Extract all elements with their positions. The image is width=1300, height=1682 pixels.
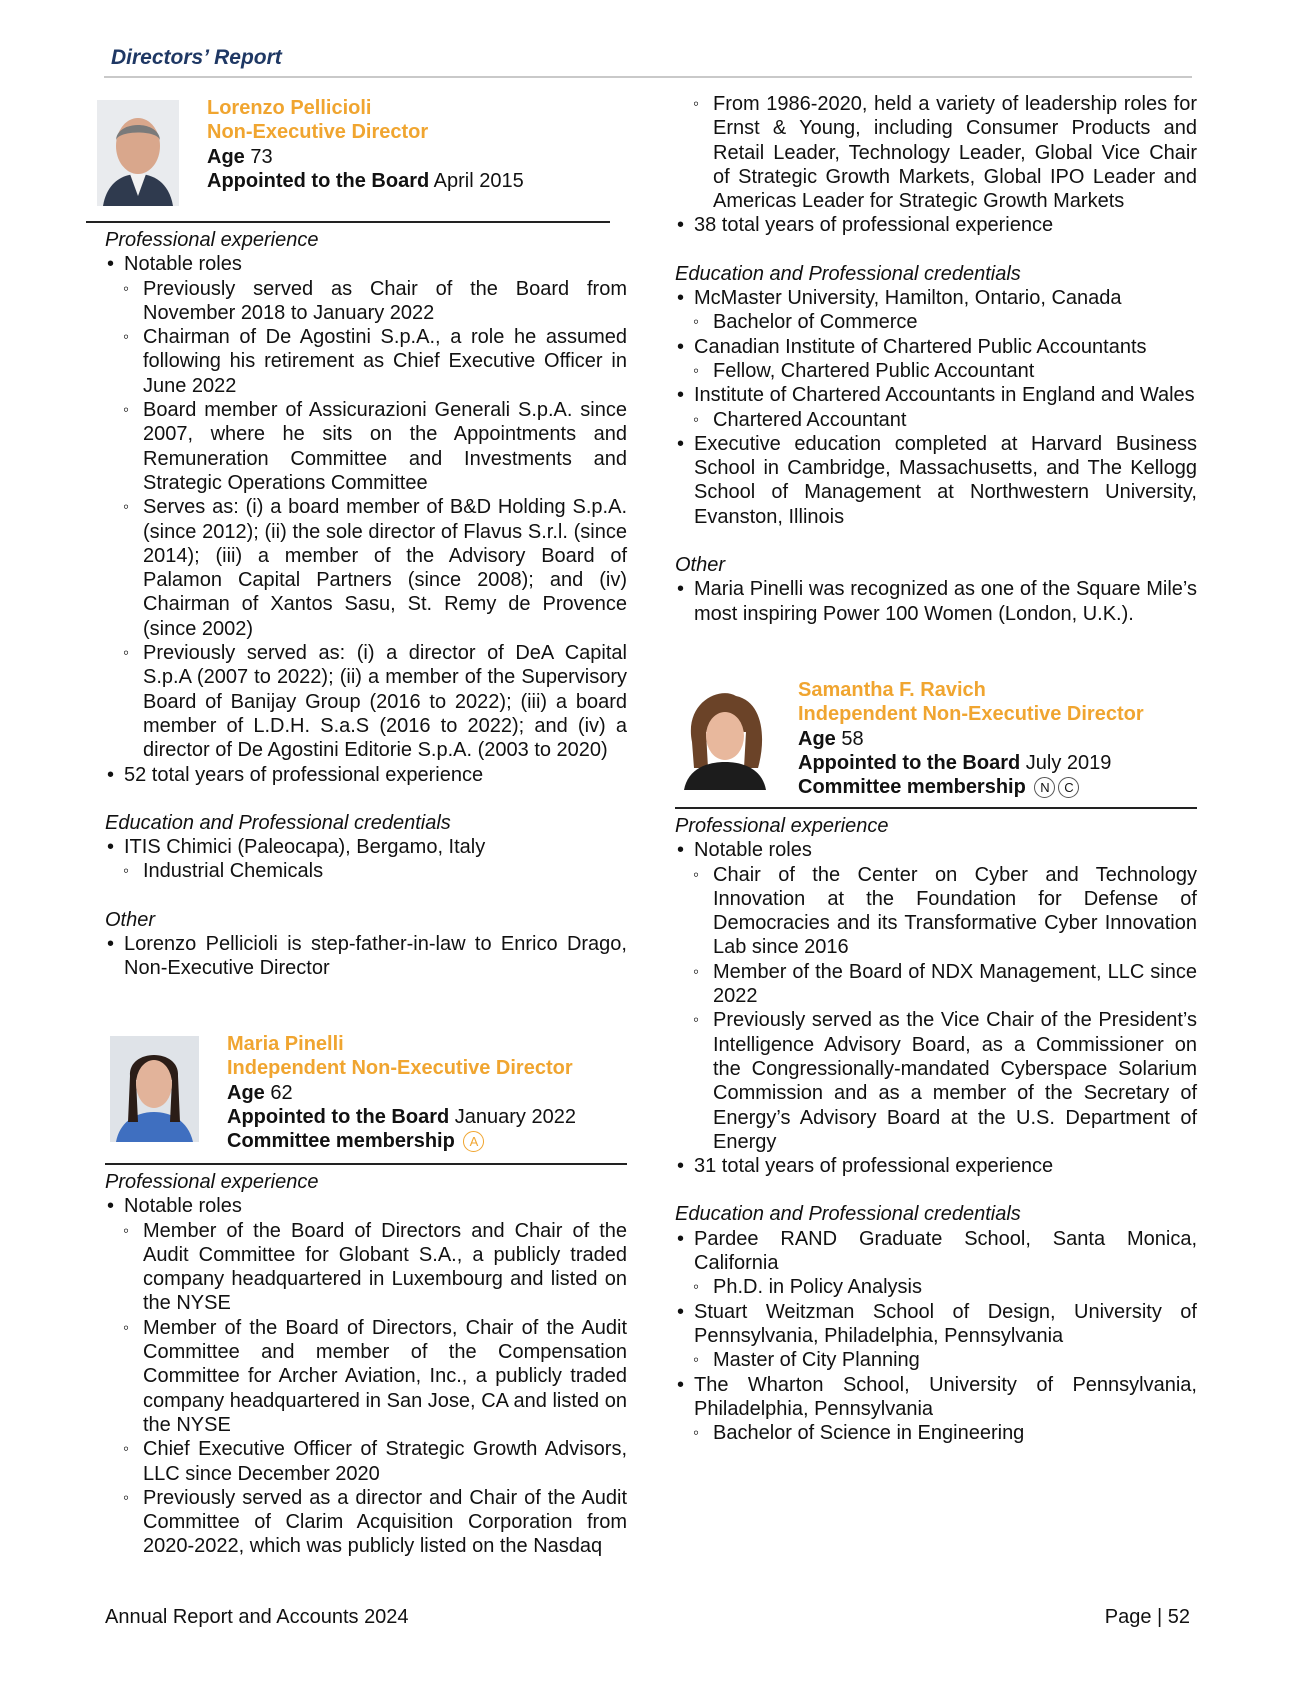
director-role: Non-Executive Director bbox=[207, 121, 429, 144]
list-item: • Notable roles bbox=[105, 1194, 627, 1218]
list-item: ◦ Previously served as Chair of the Board from November 2018 to January 2022 bbox=[105, 277, 627, 326]
list-item: • Executive education completed at Harvard Business School in Cambridge, Massachusetts, and The Kellogg School of Management at Northwestern University, Evanston, Illinois bbox=[675, 432, 1197, 529]
list-item: • Stuart Weitzman School of Design, University of Pennsylvania, Philadelphia, Pennsylvania bbox=[675, 1300, 1197, 1349]
section-heading: Professional experience bbox=[675, 815, 889, 837]
list-item: ◦ Chartered Accountant bbox=[675, 408, 1197, 432]
list-item: • Canadian Institute of Chartered Public Accountants bbox=[675, 335, 1197, 359]
committee-badge-audit: A bbox=[463, 1131, 484, 1152]
photo-ravich bbox=[680, 682, 770, 790]
pinelli-details-continued bbox=[675, 92, 1197, 626]
list-item: • Notable roles bbox=[105, 252, 627, 276]
director-role: Independent Non-Executive Director bbox=[798, 703, 1144, 726]
section-heading: Education and Professional credentials bbox=[105, 811, 451, 834]
list-item: • Notable roles bbox=[675, 838, 1197, 862]
committee-badge-compensation: C bbox=[1058, 777, 1079, 798]
list-item: ◦ Previously served as the Vice Chair of the President’s Intelligence Advisory Board, as a Commissioner on the Congressionally-mandated Cyberspace Solarium Commission and as a member of the Secretary of Energy’s Advisory Board at the U.S. Department of Energy bbox=[675, 1008, 1197, 1154]
appointed-line: Appointed to the Board July 2019 bbox=[798, 751, 1112, 774]
list-item: ◦ Bachelor of Commerce bbox=[675, 310, 1197, 334]
list-item: • Institute of Chartered Accountants in England and Wales bbox=[675, 383, 1197, 407]
list-item: ◦ Chief Executive Officer of Strategic Growth Advisors, LLC since December 2020 bbox=[105, 1437, 627, 1486]
footer-report-title: Annual Report and Accounts 2024 bbox=[105, 1606, 409, 1628]
portrait-icon bbox=[110, 1036, 199, 1142]
list-item: ◦ Bachelor of Science in Engineering bbox=[675, 1421, 1197, 1445]
section-heading: Education and Professional credentials bbox=[675, 262, 1021, 285]
section-heading: Other bbox=[105, 908, 156, 931]
pellicioli-details bbox=[105, 228, 627, 981]
age-line: Age 58 bbox=[798, 727, 864, 750]
list-item: ◦ Previously served as a director and Chair of the Audit Committee of Clarim Acquisition Corporation from 2020-2022, which was publicly listed on the Nasdaq bbox=[105, 1486, 627, 1559]
profile-divider bbox=[105, 1163, 627, 1165]
age-line: Age 73 bbox=[207, 145, 273, 168]
photo-pinelli bbox=[110, 1036, 199, 1142]
section-heading: Professional experience bbox=[105, 1171, 319, 1193]
list-item: ◦ Board member of Assicurazioni Generali S.p.A. since 2007, where he sits on the Appointments and Remuneration Committee and Investments and Strategic Operations Committee bbox=[105, 398, 627, 495]
ravich-details bbox=[675, 814, 1197, 1445]
list-item: ◦ Chair of the Center on Cyber and Technology Innovation at the Foundation for Defense of Democracies and its Transformative Cyber Innovation Lab since 2016 bbox=[675, 863, 1197, 960]
list-item: • ITIS Chimici (Paleocapa), Bergamo, Italy bbox=[105, 835, 627, 859]
list-item: • 52 total years of professional experience bbox=[105, 763, 627, 787]
director-name: Samantha F. Ravich bbox=[798, 679, 986, 701]
section-heading: Professional experience bbox=[105, 229, 319, 251]
list-item: • Pardee RAND Graduate School, Santa Monica, California bbox=[675, 1227, 1197, 1276]
appointed-line: Appointed to the Board April 2015 bbox=[207, 169, 524, 192]
list-item: • The Wharton School, University of Pennsylvania, Philadelphia, Pennsylvania bbox=[675, 1373, 1197, 1422]
list-item: • Maria Pinelli was recognized as one of the Square Mile’s most inspiring Power 100 Women (London, U.K.). bbox=[675, 577, 1197, 626]
pinelli-details bbox=[105, 1170, 627, 1559]
footer-page-number: Page | 52 bbox=[1104, 1606, 1190, 1628]
list-item: • McMaster University, Hamilton, Ontario, Canada bbox=[675, 286, 1197, 310]
profile-divider bbox=[86, 221, 610, 223]
list-item: • 31 total years of professional experience bbox=[675, 1154, 1197, 1178]
list-item: ◦ Chairman of De Agostini S.p.A., a role he assumed following his retirement as Chief Executive Officer in June 2022 bbox=[105, 325, 627, 398]
section-heading: Education and Professional credentials bbox=[675, 1203, 1021, 1226]
list-item: ◦ From 1986-2020, held a variety of leadership roles for Ernst & Young, including Consumer Products and Retail Leader, Technology Leader, Global Vice Chair of Strategic Growth Markets, Global IPO Leader and Americas Leader for Strategic Growth Markets bbox=[675, 92, 1197, 213]
portrait-icon bbox=[680, 682, 770, 790]
committee-line: Committee membership N C bbox=[798, 775, 1218, 799]
profile-divider bbox=[675, 807, 1197, 809]
list-item: ◦ Member of the Board of Directors, Chair of the Audit Committee and member of the Compensation Committee for Archer Aviation, Inc., a publicly traded company headquartered in San Jose, CA and listed on the NYSE bbox=[105, 1316, 627, 1437]
list-item: • Lorenzo Pellicioli is step-father-in-law to Enrico Drago, Non-Executive Director bbox=[105, 932, 627, 981]
list-item: ◦ Industrial Chemicals bbox=[105, 859, 627, 883]
director-role: Independent Non-Executive Director bbox=[227, 1057, 573, 1080]
list-item: ◦ Member of the Board of Directors and Chair of the Audit Committee for Globant S.A., a publicly traded company headquartered in Luxembourg and listed on the NYSE bbox=[105, 1219, 627, 1316]
committee-badge-nomination: N bbox=[1034, 777, 1055, 798]
list-item: • 38 total years of professional experience bbox=[675, 213, 1197, 237]
header-divider bbox=[104, 76, 1192, 78]
director-name: Lorenzo Pellicioli bbox=[207, 97, 372, 119]
section-title: Directors’ Report bbox=[111, 46, 282, 69]
director-name: Maria Pinelli bbox=[227, 1033, 344, 1055]
portrait-icon bbox=[97, 100, 179, 206]
list-item: ◦ Member of the Board of NDX Management, LLC since 2022 bbox=[675, 960, 1197, 1009]
list-item: ◦ Fellow, Chartered Public Accountant bbox=[675, 359, 1197, 383]
section-heading: Other bbox=[675, 554, 726, 577]
photo-pellicioli bbox=[97, 100, 179, 206]
list-item: ◦ Ph.D. in Policy Analysis bbox=[675, 1275, 1197, 1299]
list-item: ◦ Serves as: (i) a board member of B&D Holding S.p.A. (since 2012); (ii) the sole director of Flavus S.r.l. (since 2014); (iii) a member of the Advisory Board of Palamon Capital Partners (since 2008); and (iv) Chairman of Xantos Sasu, St. Remy de Provence (since 2002) bbox=[105, 495, 627, 641]
age-line: Age 62 bbox=[227, 1081, 293, 1104]
appointed-line: Appointed to the Board January 2022 bbox=[227, 1105, 576, 1128]
list-item: ◦ Master of City Planning bbox=[675, 1348, 1197, 1372]
list-item: ◦ Previously served as: (i) a director of DeA Capital S.p.A (2007 to 2022); (ii) a member of the Supervisory Board of Banijay Group (2016 to 2022); (iii) a board member of L.D.H. S.a.S (2016 to 2022); and (iv) a director of De Agostini Editorie S.p.A. (2003 to 2020) bbox=[105, 641, 627, 762]
committee-line: Committee membership A bbox=[227, 1129, 647, 1153]
